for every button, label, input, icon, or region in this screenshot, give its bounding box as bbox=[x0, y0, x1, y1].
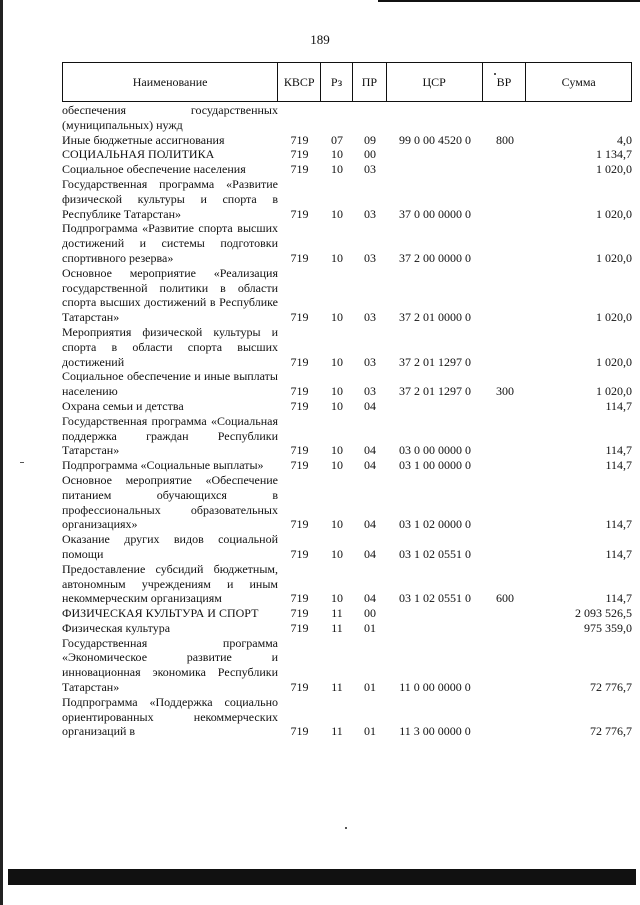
cell-rz: 10 bbox=[331, 591, 343, 606]
cell-name: Физическая культура bbox=[62, 620, 171, 635]
table-row bbox=[62, 103, 632, 133]
cell-pr: 04 bbox=[364, 398, 376, 413]
table-row bbox=[62, 414, 632, 458]
cell-csr: 37 2 01 0000 0 bbox=[399, 310, 471, 325]
table-row bbox=[62, 133, 632, 148]
cell-kvsr: 719 bbox=[290, 620, 309, 635]
table-row bbox=[62, 162, 632, 177]
cell-pr: 03 bbox=[364, 206, 376, 221]
page-number: 189 bbox=[310, 32, 330, 47]
cell-pr: 00 bbox=[364, 147, 376, 162]
header-rz: Рз bbox=[321, 63, 353, 101]
cell-sum: 1 020,0 bbox=[596, 354, 632, 369]
scan-speck bbox=[345, 827, 347, 829]
cell-vr: 300 bbox=[496, 384, 514, 399]
cell-pr: 03 bbox=[364, 162, 376, 177]
cell-pr: 09 bbox=[364, 132, 376, 147]
table-row bbox=[62, 147, 632, 162]
cell-name: Социальное обеспечение и иные выплаты населению bbox=[62, 369, 278, 399]
cell-pr: 04 bbox=[364, 591, 376, 606]
cell-sum: 1 020,0 bbox=[596, 310, 632, 325]
cell-rz: 10 bbox=[331, 206, 343, 221]
cell-pr: 03 bbox=[364, 310, 376, 325]
cell-sum: 114,7 bbox=[605, 517, 632, 532]
cell-rz: 10 bbox=[331, 443, 343, 458]
cell-rz: 07 bbox=[331, 132, 343, 147]
cell-name: Основное мероприятие «Обеспечение питанием обучающихся в профессиональных образовательных организациях» bbox=[62, 472, 278, 532]
cell-rz: 10 bbox=[331, 517, 343, 532]
table-row bbox=[62, 473, 632, 532]
cell-rz: 11 bbox=[331, 680, 343, 695]
cell-name: Государственная программа «Социальная поддержка граждан Республики Татарстан» bbox=[62, 413, 278, 458]
cell-pr: 04 bbox=[364, 443, 376, 458]
cell-kvsr: 719 bbox=[290, 606, 309, 621]
cell-sum: 4,0 bbox=[617, 132, 632, 147]
cell-kvsr: 719 bbox=[290, 724, 309, 739]
cell-kvsr: 719 bbox=[290, 206, 309, 221]
cell-pr: 01 bbox=[364, 680, 376, 695]
cell-pr: 04 bbox=[364, 546, 376, 561]
scan-edge-top bbox=[378, 0, 640, 2]
cell-rz: 10 bbox=[331, 398, 343, 413]
cell-rz: 10 bbox=[331, 546, 343, 561]
cell-pr: 04 bbox=[364, 517, 376, 532]
cell-sum: 114,7 bbox=[605, 443, 632, 458]
cell-csr: 11 3 00 0000 0 bbox=[399, 724, 471, 739]
cell-sum: 114,7 bbox=[605, 546, 632, 561]
cell-vr: 800 bbox=[496, 132, 514, 147]
cell-name: Оказание других видов социальной помощи bbox=[62, 532, 278, 561]
table-body bbox=[62, 103, 632, 739]
cell-kvsr: 719 bbox=[290, 250, 309, 265]
cell-name: Предоставление субсидий бюджетным, автономным учреждениям и иным некоммерческим организациям bbox=[62, 561, 278, 606]
cell-sum: 1 134,7 bbox=[596, 147, 632, 162]
cell-name: Государственная программа «Развитие физической культуры и спорта в Республике Татарстан» bbox=[62, 176, 278, 221]
cell-name: Подпрограмма «Социальные выплаты» bbox=[62, 458, 264, 473]
scan-edge-left bbox=[0, 0, 3, 905]
scan-speck bbox=[20, 462, 24, 463]
header-csr: ЦСР bbox=[387, 63, 483, 101]
cell-kvsr: 719 bbox=[290, 310, 309, 325]
cell-pr: 03 bbox=[364, 250, 376, 265]
cell-name: Иные бюджетные ассигнования bbox=[62, 132, 225, 147]
cell-csr: 99 0 00 4520 0 bbox=[399, 132, 471, 147]
cell-rz: 10 bbox=[331, 384, 343, 399]
cell-csr: 37 2 01 1297 0 bbox=[399, 354, 471, 369]
cell-csr: 03 1 02 0551 0 bbox=[399, 546, 471, 561]
cell-csr: 37 2 01 1297 0 bbox=[399, 384, 471, 399]
cell-sum: 1 020,0 bbox=[596, 162, 632, 177]
cell-pr: 01 bbox=[364, 620, 376, 635]
header-kvsr: КВСР bbox=[278, 63, 321, 101]
cell-csr: 03 0 00 0000 0 bbox=[399, 443, 471, 458]
table-row bbox=[62, 695, 632, 739]
table-row bbox=[62, 369, 632, 399]
cell-csr: 03 1 02 0551 0 bbox=[399, 591, 471, 606]
cell-name: Основное мероприятие «Реализация государственной политики в области спорта высших достижений в Республике Татарстан» bbox=[62, 265, 278, 325]
header-vr: ВР bbox=[483, 63, 527, 101]
cell-kvsr: 719 bbox=[290, 132, 309, 147]
cell-name: ФИЗИЧЕСКАЯ КУЛЬТУРА И СПОРТ bbox=[62, 606, 259, 621]
cell-kvsr: 719 bbox=[290, 162, 309, 177]
table-row bbox=[62, 562, 632, 606]
cell-csr: 11 0 00 0000 0 bbox=[399, 680, 471, 695]
cell-sum: 114,7 bbox=[605, 458, 632, 473]
cell-name: Мероприятия физической культуры и спорта в области спорта высших достижений bbox=[62, 324, 278, 369]
cell-sum: 72 776,7 bbox=[590, 724, 632, 739]
cell-kvsr: 719 bbox=[290, 546, 309, 561]
cell-csr: 37 2 00 0000 0 bbox=[399, 250, 471, 265]
table-row bbox=[62, 325, 632, 369]
cell-pr: 00 bbox=[364, 606, 376, 621]
table-row bbox=[62, 532, 632, 562]
cell-kvsr: 719 bbox=[290, 458, 309, 473]
table-row bbox=[62, 458, 632, 473]
header-name: Наименование bbox=[63, 63, 278, 101]
cell-name: Охрана семьи и детства bbox=[62, 398, 184, 413]
cell-csr: 03 1 02 0000 0 bbox=[399, 517, 471, 532]
cell-kvsr: 719 bbox=[290, 354, 309, 369]
cell-kvsr: 719 bbox=[290, 398, 309, 413]
table-row bbox=[62, 266, 632, 325]
cell-sum: 1 020,0 bbox=[596, 250, 632, 265]
cell-sum: 975 359,0 bbox=[584, 620, 632, 635]
cell-sum: 114,7 bbox=[605, 591, 632, 606]
cell-name: СОЦИАЛЬНАЯ ПОЛИТИКА bbox=[62, 147, 215, 162]
cell-rz: 10 bbox=[331, 354, 343, 369]
cell-rz: 11 bbox=[331, 620, 343, 635]
cell-sum: 1 020,0 bbox=[596, 206, 632, 221]
cell-rz: 10 bbox=[331, 147, 343, 162]
cell-name: обеспечения государственных (муниципальных) нужд bbox=[62, 103, 278, 132]
table-header bbox=[62, 62, 632, 102]
cell-name: Государственная программа «Экономическое развитие и инновационная экономика Республики Татарстан» bbox=[62, 635, 278, 695]
cell-sum: 2 093 526,5 bbox=[575, 606, 632, 621]
cell-pr: 04 bbox=[364, 458, 376, 473]
cell-pr: 03 bbox=[364, 354, 376, 369]
cell-sum: 72 776,7 bbox=[590, 680, 632, 695]
cell-sum: 114,7 bbox=[605, 398, 632, 413]
cell-csr: 03 1 00 0000 0 bbox=[399, 458, 471, 473]
table-row bbox=[62, 177, 632, 221]
cell-kvsr: 719 bbox=[290, 591, 309, 606]
cell-name: Подпрограмма «Поддержка социально ориентированных некоммерческих организаций в bbox=[62, 694, 278, 739]
cell-sum: 1 020,0 bbox=[596, 384, 632, 399]
table-row bbox=[62, 636, 632, 695]
cell-rz: 10 bbox=[331, 310, 343, 325]
cell-kvsr: 719 bbox=[290, 147, 309, 162]
header-pr: ПР bbox=[353, 63, 387, 101]
cell-csr: 37 0 00 0000 0 bbox=[399, 206, 471, 221]
cell-kvsr: 719 bbox=[290, 680, 309, 695]
cell-rz: 10 bbox=[331, 250, 343, 265]
table-row bbox=[62, 399, 632, 414]
cell-name: Социальное обеспечение населения bbox=[62, 162, 246, 177]
table-row bbox=[62, 606, 632, 621]
table-row bbox=[62, 221, 632, 265]
header-sum: Сумма bbox=[561, 74, 596, 89]
cell-name: Подпрограмма «Развитие спорта высших достижений и системы подготовки спортивного резерва» bbox=[62, 221, 278, 265]
cell-pr: 01 bbox=[364, 724, 376, 739]
cell-kvsr: 719 bbox=[290, 517, 309, 532]
cell-pr: 03 bbox=[364, 384, 376, 399]
cell-rz: 10 bbox=[331, 162, 343, 177]
cell-rz: 10 bbox=[331, 458, 343, 473]
table-row bbox=[62, 621, 632, 636]
cell-rz: 11 bbox=[331, 606, 343, 621]
cell-kvsr: 719 bbox=[290, 443, 309, 458]
cell-kvsr: 719 bbox=[290, 384, 309, 399]
cell-vr: 600 bbox=[496, 591, 514, 606]
cell-rz: 11 bbox=[331, 724, 343, 739]
scan-edge-bottom bbox=[8, 869, 636, 885]
